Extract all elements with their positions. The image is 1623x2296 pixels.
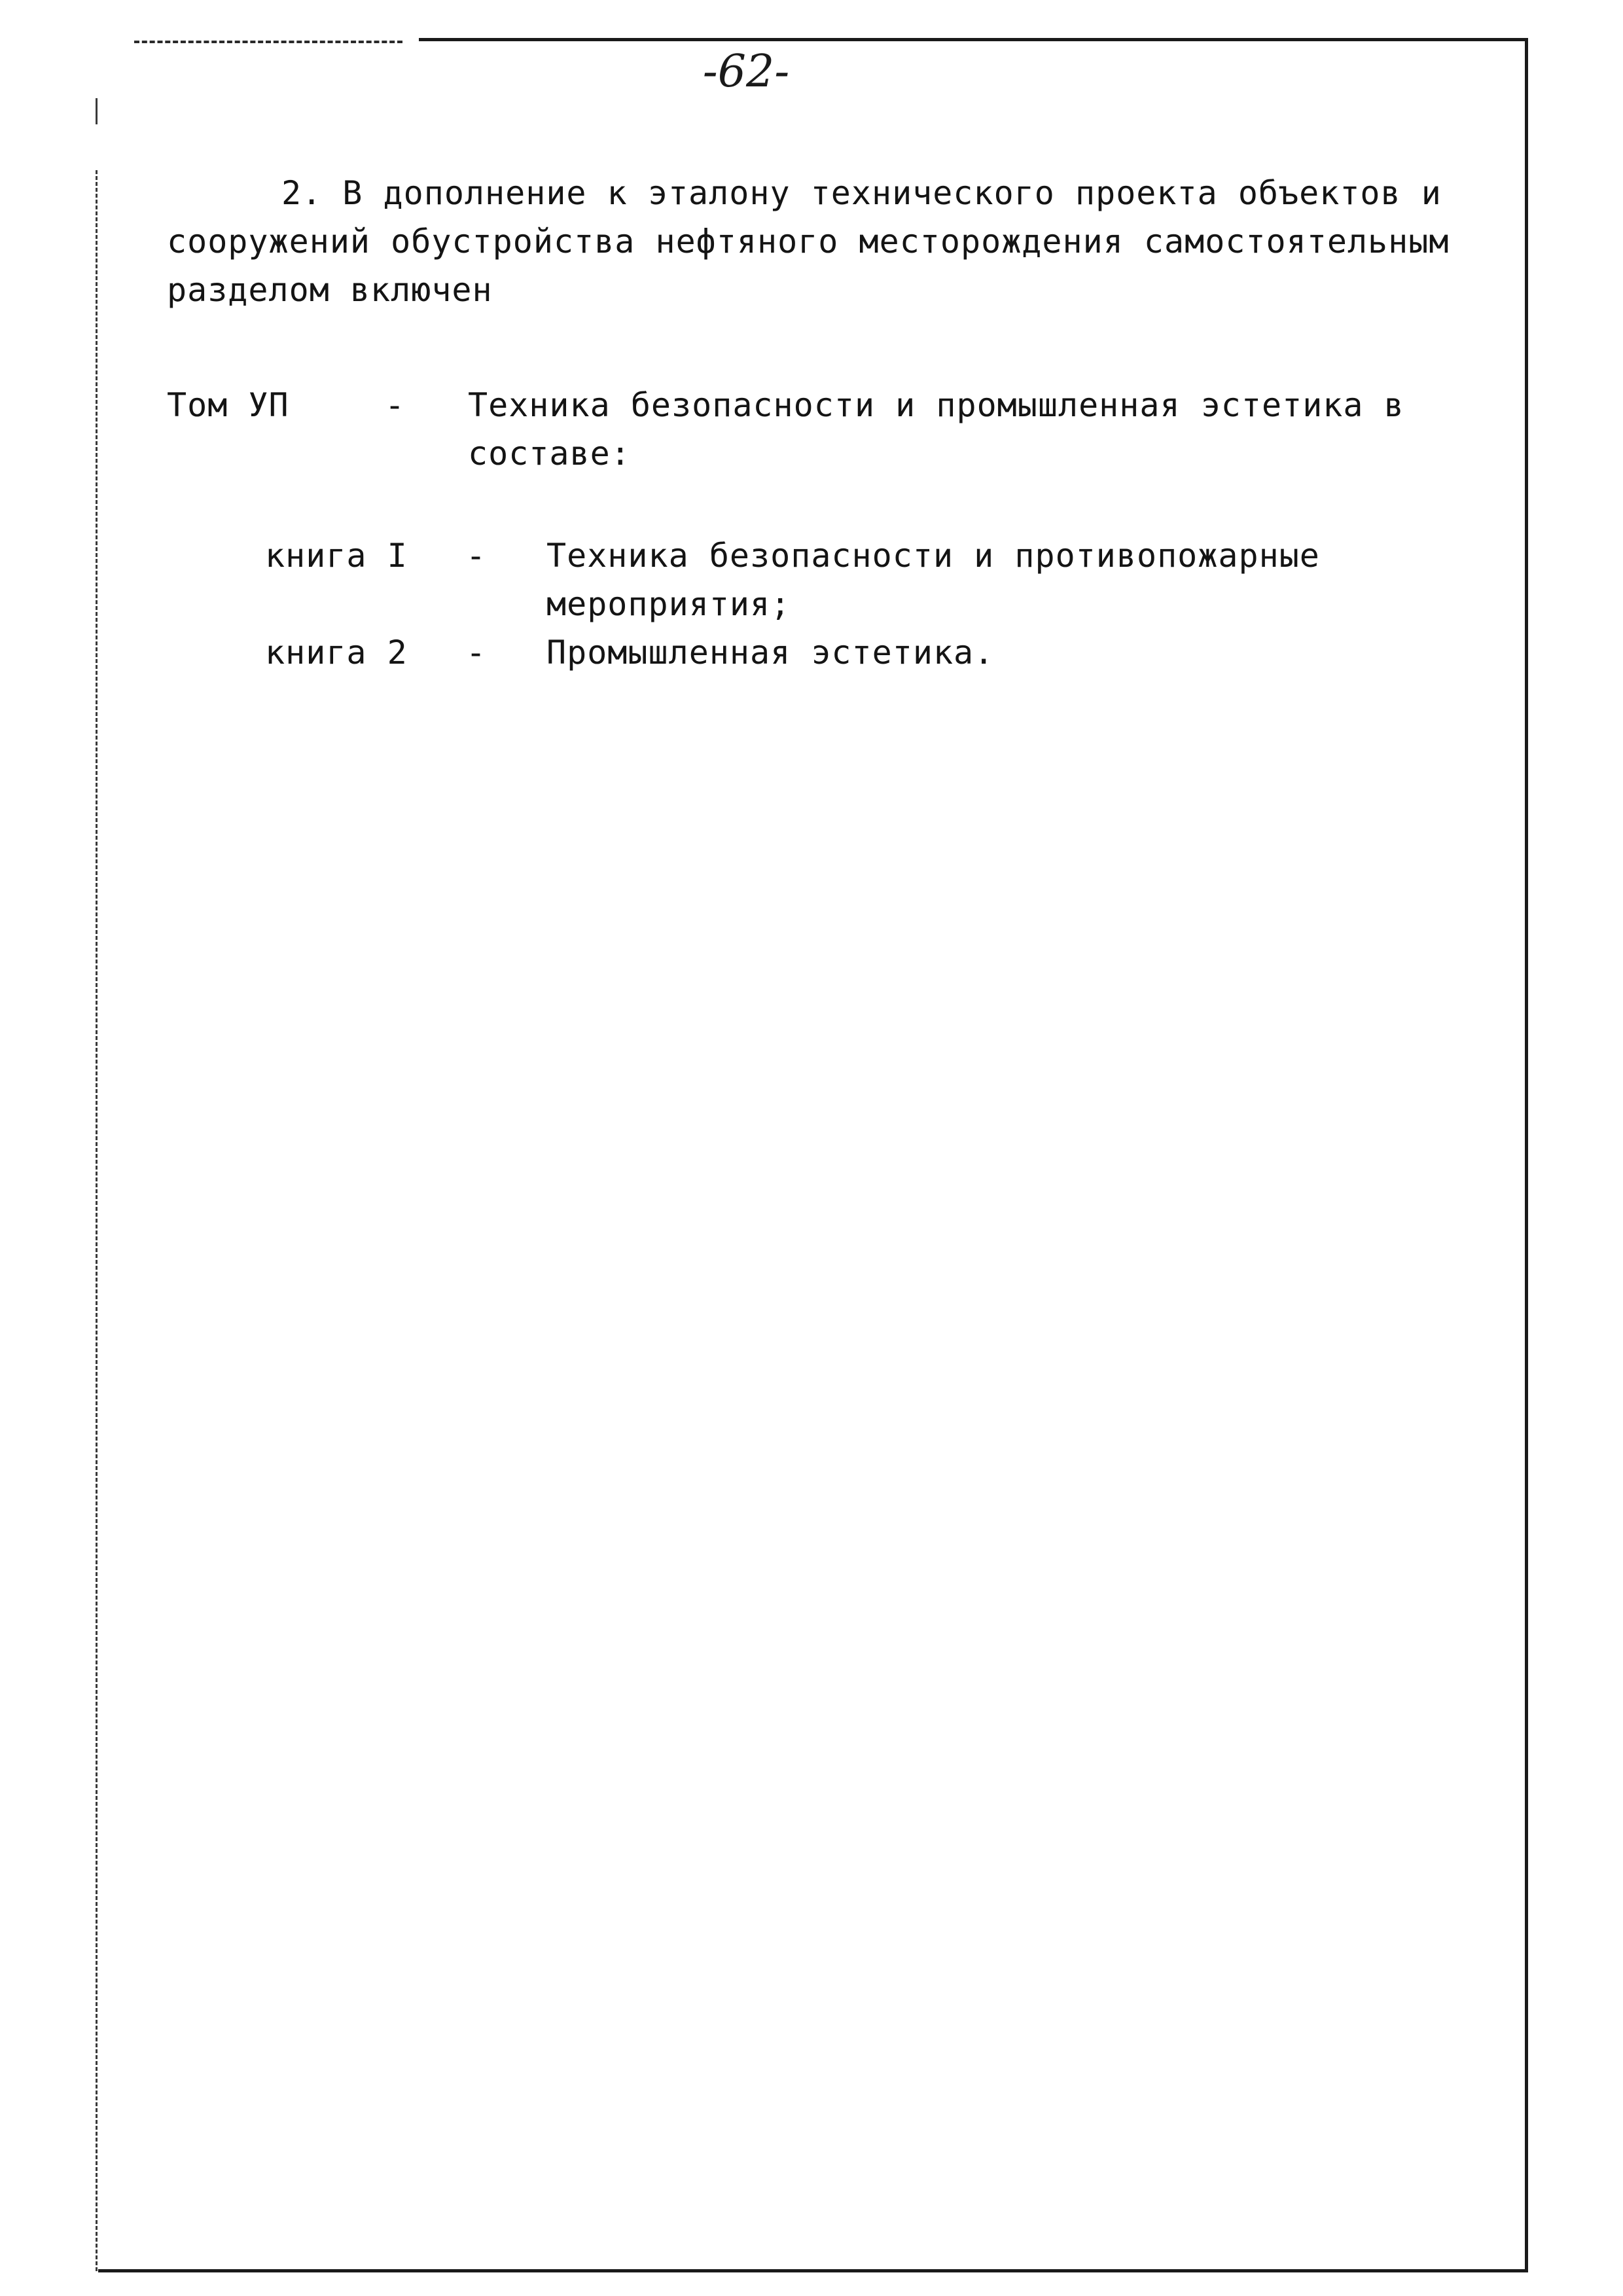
book-1-description-line-1: Техника безопасности и противопожарные: [546, 537, 1320, 575]
book-2-label: книга 2: [265, 634, 408, 672]
volume-description-line-1: Техника безопасности и промышленная эстетика в: [468, 386, 1404, 424]
paragraph-line-1: 2. В дополнение к эталону технического проекта объектов и: [281, 174, 1442, 212]
frame-line-right: [1525, 38, 1528, 2270]
book-1-label: книга I: [265, 537, 408, 575]
volume-dash: -: [385, 386, 406, 424]
paragraph-line-3: разделом включен: [167, 271, 493, 309]
frame-line-top-left: [134, 41, 402, 43]
page-number: -62-: [702, 46, 790, 98]
book-1-description-line-2: мероприятия;: [546, 585, 791, 623]
volume-label: Том УП: [167, 386, 289, 424]
frame-line-bottom: [98, 2269, 1528, 2272]
book-1-dash: -: [466, 537, 487, 575]
frame-line-top: [419, 38, 1528, 41]
paragraph-line-2: сооружений обустройства нефтяного месторождения самостоятельным: [167, 223, 1450, 260]
frame-line-left-top: [96, 98, 98, 124]
frame-line-left: [96, 170, 98, 2271]
book-2-description-line-1: Промышленная эстетика.: [546, 634, 995, 672]
book-2-dash: -: [466, 634, 487, 672]
volume-description-line-2: составе:: [468, 435, 631, 473]
